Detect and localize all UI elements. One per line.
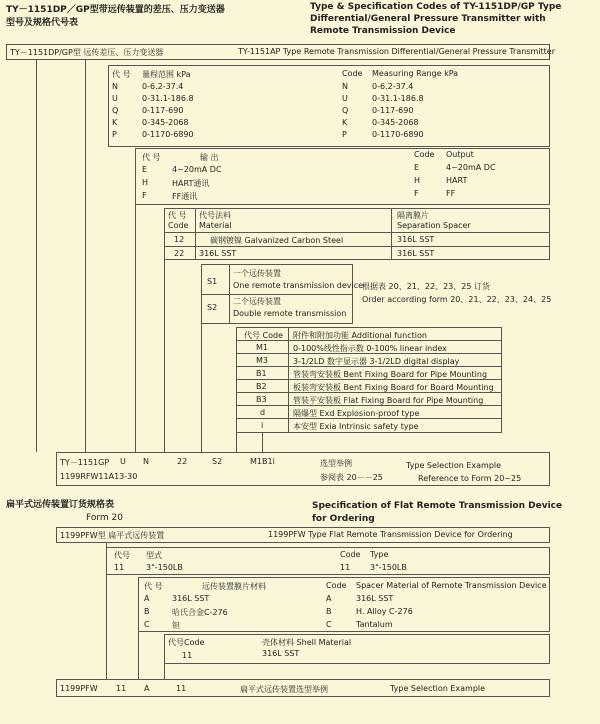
section2-en-title-line2: for Ordering <box>312 514 375 524</box>
example-second-model: 1199RFW11A13-30 <box>60 472 138 481</box>
spacer-cn: 哈氏合金C-276 <box>172 608 228 617</box>
remote-code: S2 <box>207 303 218 312</box>
example-ref-en: Reference to Form 20~25 <box>418 474 522 483</box>
example2-label-en: Type Selection Example <box>390 684 486 693</box>
material-col-divider <box>195 208 196 260</box>
output-code: E <box>414 163 420 172</box>
material-name: 碳钢镀镍 Galvanized Carbon Steel <box>210 236 344 245</box>
spacer-code: B <box>144 607 150 616</box>
spacer-label-en: Spacer Material of Remote Transmission Device <box>356 581 547 590</box>
extra-code-label: 代号 Code <box>244 331 284 340</box>
shell-material: 316L SST <box>262 649 300 658</box>
extra-code: B1 <box>256 369 267 378</box>
extra-code: B2 <box>256 382 267 391</box>
extra-desc: 隔爆型 Exd Explosion-proof type <box>293 409 420 418</box>
remote-note-en: Order according form 20、21、22、23、24、25 <box>362 295 552 304</box>
spacer-en: 316L SST <box>356 594 394 603</box>
remote-note-cn: 根据表 20、21、22、23、25 订货 <box>362 282 490 291</box>
extra-desc: 3-1/2LD 数字显示器 3-1/2LD digital display <box>293 357 460 366</box>
range-value: 0-1170-6890 <box>372 130 424 139</box>
type-code-en: Code <box>340 550 361 559</box>
example2-shell-code: 11 <box>176 684 187 693</box>
material-name: 316L SST <box>199 249 237 258</box>
range-code: P <box>112 130 117 139</box>
type-code: 11 <box>340 563 351 572</box>
range-value: 0-31.1-186.8 <box>372 94 424 103</box>
table1-type-en: TY-1151AP Type Remote Transmission Differential/General Pressure Transmitter <box>238 47 555 56</box>
spacer-label-cn: 远传装置膜片材料 <box>202 582 266 591</box>
example2-type-code: 11 <box>116 684 127 693</box>
shell-code: 11 <box>182 651 193 660</box>
en-title-line1: Type & Specification Codes of TY-1151DP/GP Type <box>310 2 562 12</box>
example-label-cn: 选型举例 <box>320 459 352 468</box>
output-code-cn: 代 号 <box>142 153 161 162</box>
example-extra-code: M1B1i <box>250 457 275 466</box>
range-value: 0-117-690 <box>142 106 184 115</box>
en-title-line3: Remote Transmission Device <box>310 26 456 36</box>
shell-block <box>164 634 550 664</box>
type-code-cn: 代号 <box>114 551 130 560</box>
range-code: P <box>342 130 347 139</box>
output-en: HART <box>446 176 468 185</box>
shell-code-label: 代号Code <box>168 638 205 647</box>
extra-desc: 0-100%线性指示数 0-100% linear index <box>293 344 447 353</box>
example-range-code: U <box>120 457 126 466</box>
spacer-code: A <box>326 594 332 603</box>
output-cn: HART通讯 <box>172 179 210 188</box>
range-code: N <box>112 82 118 91</box>
remote-code: S1 <box>207 277 218 286</box>
spacer-code: C <box>144 620 150 629</box>
range-value: 0-345-2068 <box>372 118 419 127</box>
example-label-en: Type Selection Example <box>406 461 502 470</box>
section2-en-title-line1: Specification of Flat Remote Transmission Device <box>312 501 563 511</box>
material-code-cn: 代 号 <box>168 211 187 220</box>
cn-title-line2: 型号及规格代号表 <box>6 18 79 28</box>
remote-cn: 一个远传装置 <box>233 269 281 278</box>
range-code: K <box>342 118 348 127</box>
range-code: Q <box>112 106 119 115</box>
extra-desc: 本安型 Exia Intrinsic safety type <box>293 422 419 431</box>
output-en: 4~20mA DC <box>446 163 496 172</box>
extra-code: d <box>260 408 266 417</box>
output-code-en: Code <box>414 150 435 159</box>
spacer-label-en: Separation Spacer <box>397 221 471 230</box>
extra-code: i <box>261 421 264 430</box>
output-code: H <box>142 178 149 187</box>
extra-code: B3 <box>256 395 267 404</box>
example-material-code: 22 <box>177 457 188 466</box>
output-label-en: Output <box>446 150 474 159</box>
extra-code: M3 <box>256 356 268 365</box>
spacer-material: 316L SST <box>397 235 435 244</box>
remote-en: One remote transmission device <box>233 281 364 290</box>
output-label-cn: 输 出 <box>200 153 219 162</box>
spacer-en: H. Alloy C-276 <box>356 607 413 616</box>
table2-type-cn: 1199PFW型 扁平式远传装置 <box>60 531 165 540</box>
example-remote-code: S2 <box>212 457 223 466</box>
remote-cn: 二个远传装置 <box>233 297 281 306</box>
spacer-code: B <box>326 607 332 616</box>
range-code-cn: 代 号 <box>112 70 131 79</box>
table1-stair-line <box>262 433 263 452</box>
example2-model: 1199PFW <box>60 684 98 693</box>
material-row-divider <box>164 246 550 247</box>
material-label-cn: 代号法料 <box>199 211 231 220</box>
type-value: 3"-150LB <box>146 563 183 572</box>
spacer-cn: 316L SST <box>172 594 210 603</box>
range-label-en: Measuring Range kPa <box>372 69 459 78</box>
spacer-code-cn: 代 号 <box>144 582 163 591</box>
table2-type-en: 1199PFW Type Flat Remote Transmission Device for Ordering <box>268 530 513 539</box>
material-row-divider <box>164 232 550 233</box>
en-title-line2: Differential/General Pressure Transmitter with <box>310 14 546 24</box>
material-code-en: Code <box>168 221 189 230</box>
range-value: 0-345-2068 <box>142 118 189 127</box>
spacer-code-en: Code <box>326 581 347 590</box>
example-ref-cn: 参阅表 20－－25 <box>320 473 383 482</box>
output-block <box>135 148 550 205</box>
extra-desc: 管装弯安装板 Bent Fixing Board for Pipe Mounting <box>293 370 488 379</box>
range-value: 0-1170-6890 <box>142 130 194 139</box>
output-code: F <box>142 191 147 200</box>
shell-material-label: 壳体材料 Shell Material <box>262 638 352 647</box>
output-code: E <box>142 165 148 174</box>
example-model: TY－1151GP <box>60 458 110 467</box>
section2-form-number: Form 20 <box>86 513 123 523</box>
spacer-en: Tantalum <box>356 620 393 629</box>
range-value: 0-117-690 <box>372 106 414 115</box>
type-label-cn: 型式 <box>146 551 162 560</box>
extra-desc: 板装弯安装板 Bent Fixing Board for Board Mounting <box>293 383 494 392</box>
output-cn: 4~20mA DC <box>172 165 222 174</box>
table1-type-cn: TY－1151DP/GP型 远传差压、压力变送器 <box>10 48 164 57</box>
range-code-en: Code <box>342 69 363 78</box>
type-label-en: Type <box>370 550 389 559</box>
range-code: U <box>342 94 348 103</box>
material-col-divider <box>391 208 392 260</box>
extra-desc: 管装平安装板 Flat Fixing Board for Pipe Mounting <box>293 396 484 405</box>
table1-stair-line <box>36 60 37 452</box>
spacer-label-cn: 隔离膜片 <box>397 211 429 220</box>
extra-func-label: 附件和附加功能 Additional function <box>293 331 427 340</box>
spacer-material: 316L SST <box>397 249 435 258</box>
range-label-cn: 量程范围 kPa <box>142 70 191 79</box>
example-output-code: N <box>143 457 149 466</box>
output-cn: FF通讯 <box>172 192 198 201</box>
extra-code: M1 <box>256 343 268 352</box>
cn-title-line1: TY－1151DP／GP型带远传装置的差压、压力变送器 <box>6 5 225 15</box>
material-code: 12 <box>174 235 185 244</box>
output-en: FF <box>446 189 456 198</box>
remote-en: Double remote transmission <box>233 309 347 318</box>
remote-row-divider <box>201 294 353 295</box>
output-code: F <box>414 189 419 198</box>
example2-label-cn: 扁平式远传装置选型举例 <box>240 685 328 694</box>
range-code: K <box>112 118 118 127</box>
table1-stair-line <box>85 60 86 452</box>
example2-spacer-code: A <box>144 684 150 693</box>
range-value: 0-31.1-186.8 <box>142 94 194 103</box>
spacer-code: A <box>144 594 150 603</box>
range-value: 0-6.2-37.4 <box>142 82 184 91</box>
range-code: N <box>342 82 348 91</box>
range-code: Q <box>342 106 349 115</box>
range-value: 0-6.2-37.4 <box>372 82 414 91</box>
material-code: 22 <box>174 249 185 258</box>
range-code: U <box>112 94 118 103</box>
spacer-code: C <box>326 620 332 629</box>
material-label-en: Material <box>199 221 232 230</box>
type-code: 11 <box>114 563 125 572</box>
output-code: H <box>414 176 421 185</box>
type-value: 3"-150LB <box>370 563 407 572</box>
spacer-cn: 钽 <box>172 621 180 630</box>
section2-cn-title: 扁平式远传装置订货规格表 <box>6 500 115 510</box>
